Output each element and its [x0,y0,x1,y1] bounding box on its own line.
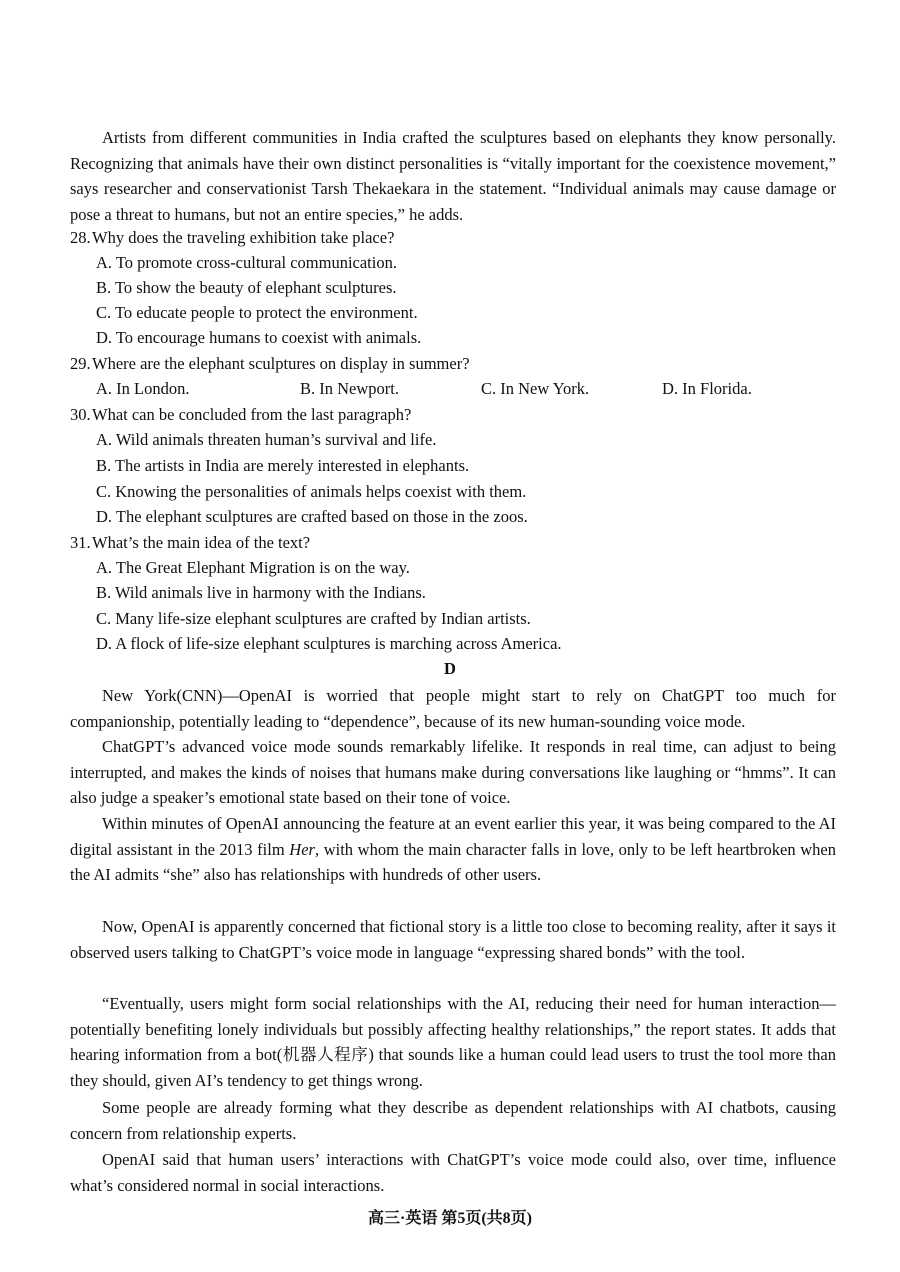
option-b: B. The artists in India are merely interested in elephants. [96,456,470,475]
option-c: C. In New York. [481,379,590,398]
option-a: A. The Great Elephant Migration is on the way. [96,558,410,577]
page-footer: 高三·英语 第5页(共8页) [368,1210,532,1227]
question-text: Why does the traveling exhibition take place? [92,228,395,247]
paragraph-d3-text-before: Within minutes of OpenAI announcing the feature at an event earlier this year, it was being compared to the AI digital assistant in the 2013 film [70,814,836,859]
paragraph-d2: ChatGPT’s advanced voice mode sounds remarkably lifelike. It responds in real time, can adjust to being interrupted, and makes the kinds of noises that humans make during conversations like laughing or “hmms”. It can also judge a speaker’s emotional state based on their tone of voice. [70,737,836,808]
option-c: C. Knowing the personalities of animals helps coexist with them. [96,482,527,501]
question-text: Where are the elephant sculptures on display in summer? [92,354,470,373]
question-number: 30. [70,405,91,424]
option-b: B. In Newport. [300,379,399,398]
option-b: B. Wild animals live in harmony with the Indians. [96,583,426,602]
question-text: What’s the main idea of the text? [92,533,311,552]
option-d: D. In Florida. [662,379,752,398]
section-heading: D [444,659,456,678]
paragraph-d5: “Eventually, users might form social relationships with the AI, reducing their need for human interaction—potentially benefiting lonely individuals but possibly affecting healthy relationships,” the report states. It adds that hearing information from a bot(机器人程序) that sounds like a human could lead users to trust the tool more than they should, given AI’s tendency to get things wrong. [70,994,836,1091]
paragraph-d4: Now, OpenAI is apparently concerned that fictional story is a little too close to becoming reality, after it says it observed users talking to ChatGPT’s voice mode in language “expressing shared bonds” with the tool. [70,917,836,962]
option-a: A. Wild animals threaten human’s survival and life. [96,430,437,449]
question-number: 31. [70,533,91,552]
paragraph-d3 [70,811,836,888]
question-number: 28. [70,228,91,247]
option-d: D. To encourage humans to coexist with animals. [96,328,422,347]
option-d: D. The elephant sculptures are crafted based on those in the zoos. [96,507,528,526]
passage-c-last-paragraph: Artists from different communities in India crafted the sculptures based on elephants they know personally. Recognizing that animals have their own distinct personalities is “vitally important for the coexistence movement,” says researcher and conservationist Tarsh Thekaekara in the statement. “Individual animals may cause damage or pose a threat to humans, but not an entire species,” he adds. [70,128,836,225]
option-c: C. Many life-size elephant sculptures are crafted by Indian artists. [96,609,531,628]
option-b: B. To show the beauty of elephant sculptures. [96,278,397,297]
paragraph-d3-text-after: , with whom the main character falls in love, only to be left heartbroken when the AI admits “she” also has relationships with hundreds of other users. [70,839,836,885]
paragraph-d6: Some people are already forming what they describe as dependent relationships with AI chatbots, causing concern from relationship experts. [70,1098,836,1143]
question-number: 29. [70,354,91,373]
option-d: D. A flock of life-size elephant sculptures is marching across America. [96,634,562,653]
paragraph-d1: New York(CNN)—OpenAI is worried that people might start to rely on ChatGPT too much for companionship, potentially leading to “dependence”, because of its new human-sounding voice mode. [70,686,836,731]
option-a: A. To promote cross-cultural communication. [96,253,397,272]
film-title: Her [289,839,315,859]
question-text: What can be concluded from the last paragraph? [92,405,412,424]
paragraph-d7: OpenAI said that human users’ interactions with ChatGPT’s voice mode could also, over time, influence what’s considered normal in social interactions. [70,1150,836,1195]
option-c: C. To educate people to protect the environment. [96,303,418,322]
option-a: A. In London. [96,379,190,398]
